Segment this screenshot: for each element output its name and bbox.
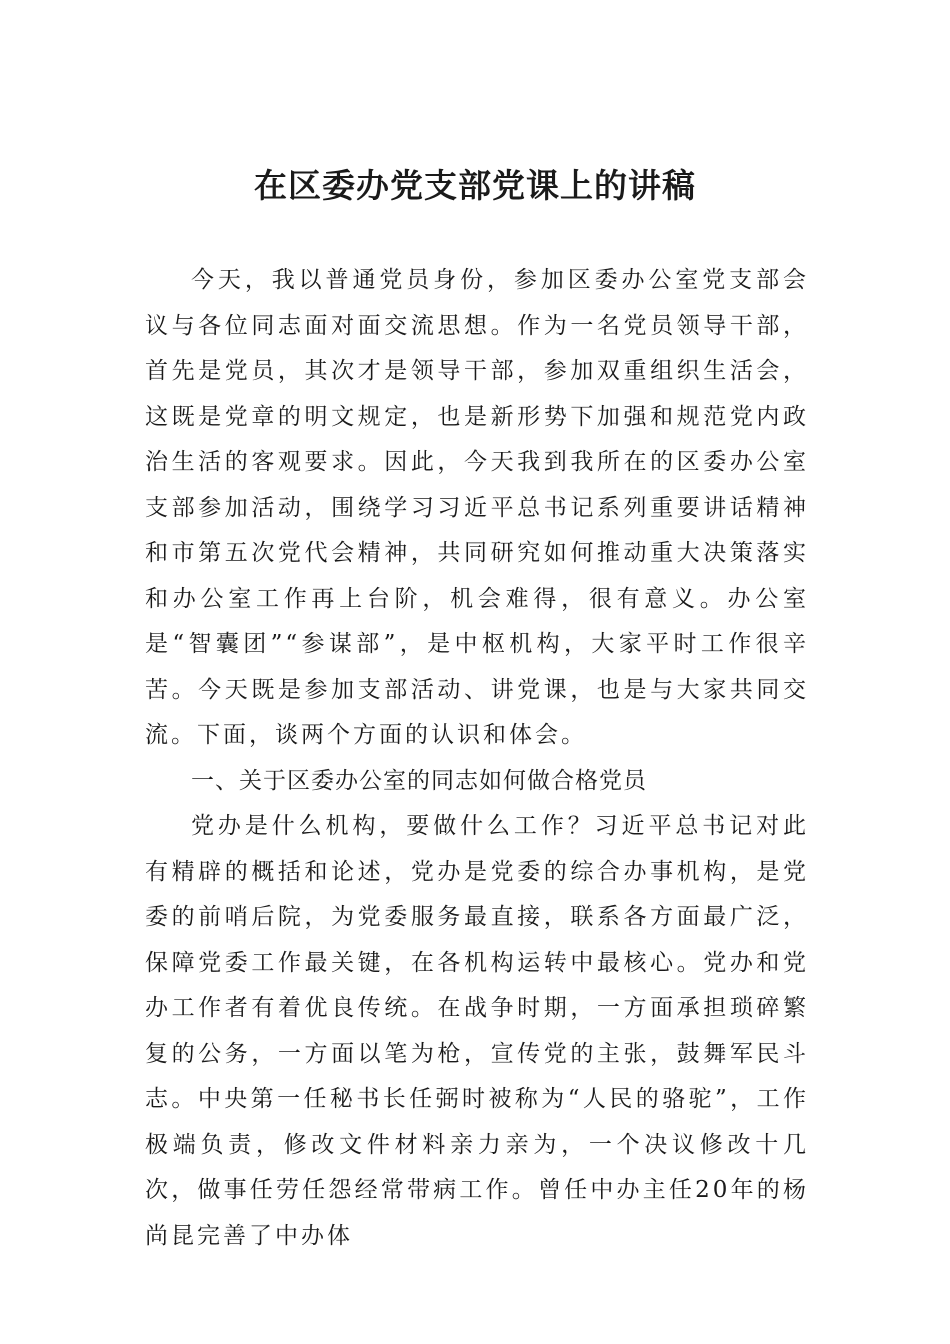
section-1-paragraph: 党办是什么机构，要做什么工作？习近平总书记对此有精辟的概括和论述，党办是党委的综合办事机构，是党委的前哨后院，为党委服务最直接，联系各方面最广泛，保障党委工作最关键，在各机构运转中最核心。党办和党办工作者有着优良传统。在战争时期，一方面承担琐碎繁复的公务，一方面以笔为枪，宣传党的主张，鼓舞军民斗志。中央第一任秘书长任弼时被称为“人民的骆驼”，工作极端负责，修改文件材料亲力亲为，一个决议修改十几次，做事任劳任怨经常带病工作。曾任中办主任20年的杨尚昆完善了中办体 <box>145 813 809 1249</box>
intro-paragraph: 今天，我以普通党员身份，参加区委办公室党支部会议与各位同志面对面交流思想。作为一名党员领导干部，首先是党员，其次才是领导干部，参加双重组织生活会，这既是党章的明文规定，也是新形势下加强和规范党内政治生活的客观要求。因此，今天我到我所在的区委办公室支部参加活动，围绕学习习近平总书记系列重要讲话精神和市第五次党代会精神，共同研究如何推动重大决策落实和办公室工作再上台阶，机会难得，很有意义。办公室是“智囊团”“参谋部”，是中枢机构，大家平时工作很辛苦。今天既是参加支部活动、讲党课，也是与大家共同交流。下面，谈两个方面的认识和体会。 <box>145 267 809 748</box>
document-title: 在区委办党支部党课上的讲稿 <box>254 166 696 205</box>
section-heading-1: 一、关于区委办公室的同志如何做合格党员 <box>191 767 647 794</box>
document-body <box>145 258 809 1259</box>
